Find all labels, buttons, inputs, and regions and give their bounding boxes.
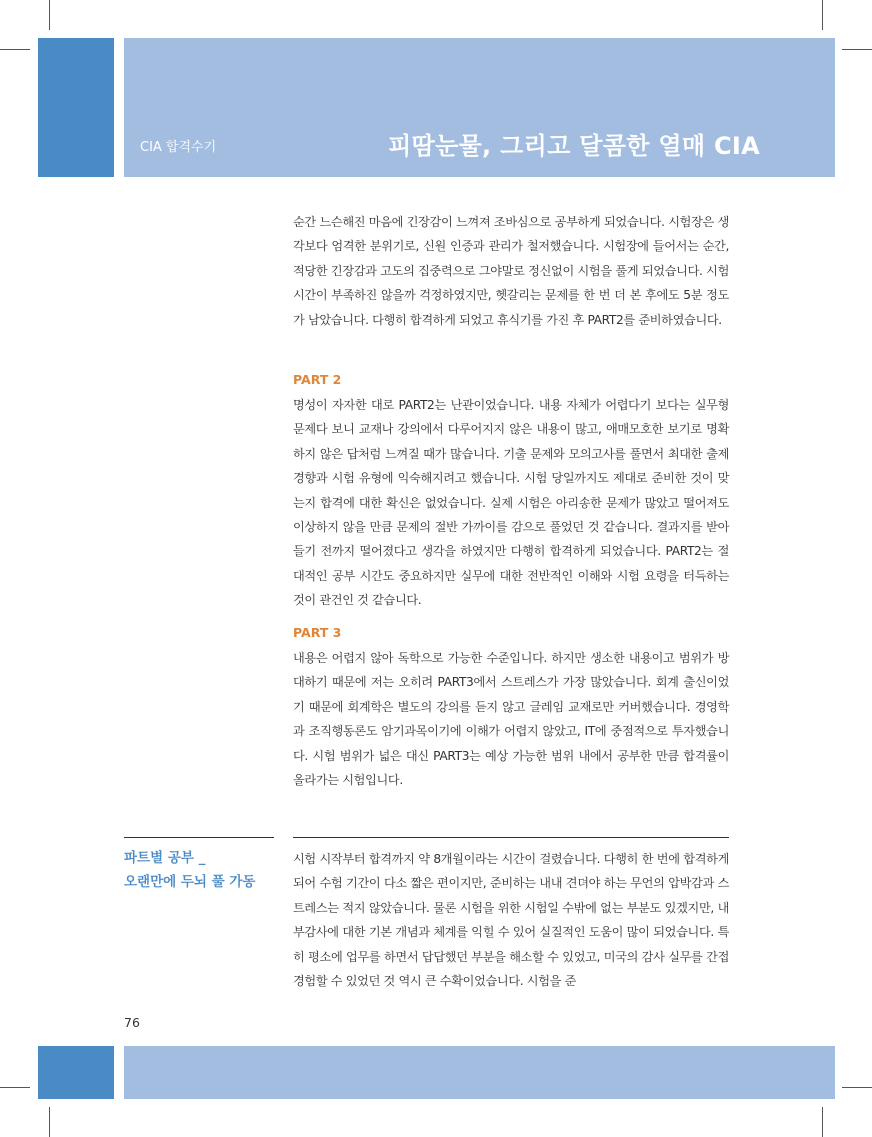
section-label: CIA 합격수기 xyxy=(140,140,217,155)
sidebar-heading-line2: 오랜만에 두뇌 풀 가동 xyxy=(124,874,256,890)
page-number: 76 xyxy=(124,1015,140,1030)
body-divider xyxy=(293,837,729,838)
intro-section xyxy=(293,210,729,332)
part2-section xyxy=(293,372,729,613)
crop-mark xyxy=(0,1087,30,1088)
crop-mark xyxy=(842,1087,872,1088)
part3-section xyxy=(293,625,729,792)
crop-mark xyxy=(49,0,50,30)
closing-section xyxy=(293,847,729,993)
part3-paragraph: 내용은 어렵지 않아 독학으로 가능한 수준입니다. 하지만 생소한 내용이고 범위가 방대하기 때문에 저는 오히려 PART3에서 스트레스가 가장 많았습니다. 회계 출신이었기 때문에 회계학은 별도의 강의를 듣지 않고 글레임 교재로만 커버했습니다. 경영학과 조직행동론도 암기과목이기에 이해가 어렵지 않았고, IT에 중점적으로 투자했습니다. 시험 범위가 넓은 대신 PART3는 예상 가능한 범위 내에서 공부한 만큼 합격률이 올라가는 시험입니다. xyxy=(293,651,729,788)
crop-mark xyxy=(0,49,30,50)
crop-mark xyxy=(49,1107,50,1137)
part3-heading: PART 3 xyxy=(293,625,342,640)
page-title: 피땀눈물, 그리고 달콤한 열매 CIA xyxy=(388,132,760,160)
closing-paragraph: 시험 시작부터 합격까지 약 8개월이라는 시간이 걸렸습니다. 다행히 한 번에 합격하게 되어 수험 기간이 다소 짧은 편이지만, 준비하는 내내 견뎌야 하는 무언의 압박감과 스트레스는 적지 않았습니다. 물론 시험을 위한 시험일 수밖에 없는 부분도 있겠지만, 내부감사에 대한 기본 개념과 체계를 익힐 수 있어 실질적인 도움이 많이 되었습니다. 특히 평소에 업무를 하면서 답답했던 부분을 해소할 수 있었고, 미국의 감사 실무를 간접 경험할 수 있었던 것 역시 큰 수확이었습니다. 시험을 준 xyxy=(293,852,729,989)
crop-mark xyxy=(822,1107,823,1137)
sidebar-divider xyxy=(124,837,274,838)
sidebar-heading-line1: 파트별 공부 _ xyxy=(124,850,206,866)
part2-heading: PART 2 xyxy=(293,372,342,387)
intro-paragraph: 순간 느슨해진 마음에 긴장감이 느껴져 조바심으로 공부하게 되었습니다. 시험장은 생각보다 엄격한 분위기로, 신원 인증과 관리가 철저했습니다. 시험장에 들어서는 순간, 적당한 긴장감과 고도의 집중력으로 그야말로 정신없이 시험을 풀게 되었습니다. 시험 시간이 부족하진 않을까 걱정하였지만, 헷갈리는 문제를 한 번 더 본 후에도 5분 정도가 남았습니다. 다행히 합격하게 되었고 휴식기를 가진 후 PART2를 준비하였습니다. xyxy=(293,215,729,327)
sidebar-heading xyxy=(124,846,289,894)
part2-paragraph: 명성이 자자한 대로 PART2는 난관이었습니다. 내용 자체가 어렵다기 보다는 실무형 문제다 보니 교재나 강의에서 다루어지지 않은 내용이 많고, 애매모호한 보기로 명확하지 않은 답처럼 느껴질 때가 많습니다. 기출 문제와 모의고사를 풀면서 최대한 출제 경향과 시험 유형에 익숙해지려고 했습니다. 시험 당일까지도 제대로 준비한 것이 맞는지 합격에 대한 확신은 없었습니다. 실제 시험은 아리송한 문제가 많았고 떨어져도 이상하지 않을 만큼 문제의 절반 가까이를 감으로 풀었던 것 같습니다. 결과지를 받아 들기 전까지 떨어졌다고 생각을 하였지만 다행히 합격하게 되었습니다. PART2는 절대적인 공부 시간도 중요하지만 실무에 대한 전반적인 이해와 시험 요령을 터득하는 것이 관건인 것 같습니다. xyxy=(293,398,729,608)
crop-mark xyxy=(822,0,823,30)
footer-banner xyxy=(124,1046,835,1099)
crop-mark xyxy=(842,49,872,50)
footer-accent-block xyxy=(38,1046,114,1099)
header-accent-block xyxy=(38,38,114,177)
